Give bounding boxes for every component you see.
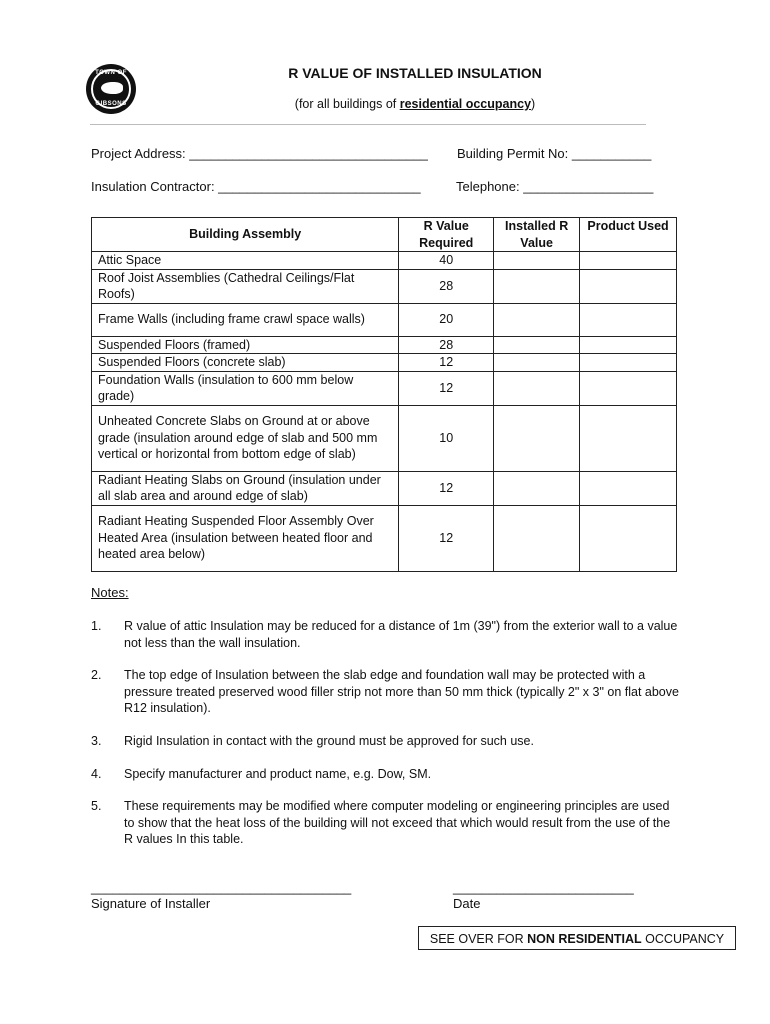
note-text: The top edge of Insulation between the slab edge and foundation wall may be protected with a pressure treated preserved wood filler strip not more than 50 mm thick (typically 2" x 3" on flat above R12 insulation). (124, 668, 679, 715)
permit-number-field[interactable]: Building Permit No: ___________ (457, 146, 652, 161)
note-item (91, 733, 681, 750)
subtitle-prefix: (for all buildings of (294, 97, 400, 111)
logo-bottom-text: GIBSONS (95, 101, 127, 107)
installed-r-input[interactable] (494, 252, 580, 270)
table-row (92, 303, 677, 336)
product-used-input[interactable] (580, 405, 677, 471)
installed-r-input[interactable] (494, 336, 580, 354)
product-used-input[interactable] (580, 269, 677, 303)
assembly-cell: Radiant Heating Slabs on Ground (insulation under all slab area and around edge of slab) (92, 471, 399, 505)
project-address-field[interactable]: Project Address: _________________________________ (91, 146, 428, 161)
product-used-input[interactable] (580, 505, 677, 571)
product-used-input[interactable] (580, 471, 677, 505)
table-row (92, 336, 677, 354)
see-over-notice (418, 926, 736, 950)
assembly-cell: Radiant Heating Suspended Floor Assembly Over Heated Area (insulation between heated floor and heated area below) (92, 505, 399, 571)
installer-signature-label: Signature of Installer (91, 896, 211, 911)
notes-heading: Notes: (91, 585, 129, 600)
assembly-cell: Suspended Floors (framed) (92, 336, 399, 354)
r-value-cell: 10 (399, 405, 494, 471)
note-number: 2. (91, 668, 102, 682)
assembly-cell: Foundation Walls (insulation to 600 mm below grade) (92, 371, 399, 405)
table-row (92, 371, 677, 405)
product-used-input[interactable] (580, 252, 677, 270)
table-row (92, 269, 677, 303)
installed-r-input[interactable] (494, 354, 580, 372)
r-value-cell: 12 (399, 471, 494, 505)
note-number: 3. (91, 734, 102, 748)
assembly-cell: Frame Walls (including frame crawl space walls) (92, 303, 399, 336)
note-item (91, 667, 681, 717)
subtitle-suffix: ) (531, 97, 536, 111)
note-number: 5. (91, 799, 102, 813)
note-text: Specify manufacturer and product name, e.g. Dow, SM. (124, 767, 432, 781)
note-text: Rigid Insulation in contact with the ground must be approved for such use. (124, 734, 534, 748)
r-value-cell: 12 (399, 505, 494, 571)
installer-signature-line[interactable]: ____________________________________ (91, 880, 352, 895)
telephone-field[interactable]: Telephone: __________________ (456, 179, 654, 194)
page-subtitle (0, 97, 770, 111)
installed-r-input[interactable] (494, 505, 580, 571)
assembly-cell: Attic Space (92, 252, 399, 270)
notice-suffix: OCCUPANCY (641, 932, 725, 946)
page-title: R VALUE OF INSTALLED INSULATION (288, 65, 542, 81)
product-used-input[interactable] (580, 371, 677, 405)
note-item (91, 766, 681, 783)
date-line[interactable]: _________________________ (453, 880, 634, 895)
notice-emphasis: NON RESIDENTIAL (527, 932, 642, 946)
note-text: These requirements may be modified where computer modeling or engineering principles are used to show that the heat loss of the building will not exceed that which would result from the use of the R values In this table. (124, 799, 671, 846)
installed-r-input[interactable] (494, 471, 580, 505)
note-text: R value of attic Insulation may be reduced for a distance of 1m (39") from the exterior wall to a value not less than the wall insulation. (124, 619, 678, 650)
col-header-product: Product Used (580, 218, 677, 252)
table-row (92, 505, 677, 571)
r-value-cell: 12 (399, 371, 494, 405)
note-number: 1. (91, 619, 102, 633)
installed-r-input[interactable] (494, 371, 580, 405)
note-number: 4. (91, 767, 102, 781)
product-used-input[interactable] (580, 303, 677, 336)
logo-top-text: TOWN OF (95, 70, 127, 76)
assembly-cell: Unheated Concrete Slabs on Ground at or above grade (insulation around edge of slab and 500 mm vertical or horizontal from bottom edge of slab) (92, 405, 399, 471)
assembly-cell: Suspended Floors (concrete slab) (92, 354, 399, 372)
subtitle-emphasis: residential occupancy (399, 97, 532, 111)
r-value-cell: 20 (399, 303, 494, 336)
table-row (92, 405, 677, 471)
product-used-input[interactable] (580, 336, 677, 354)
note-item (91, 618, 681, 651)
r-value-cell: 28 (399, 336, 494, 354)
notice-prefix: SEE OVER FOR (429, 932, 528, 946)
installed-r-input[interactable] (494, 405, 580, 471)
table-row (92, 252, 677, 270)
installed-r-input[interactable] (494, 269, 580, 303)
r-value-cell: 40 (399, 252, 494, 270)
table-header-row (92, 218, 677, 252)
date-label: Date (453, 896, 481, 911)
table-row (92, 471, 677, 505)
assembly-cell: Roof Joist Assemblies (Cathedral Ceilings/Flat Roofs) (92, 269, 399, 303)
col-header-installed: Installed R Value (494, 218, 580, 252)
header-divider (90, 124, 646, 125)
installed-r-input[interactable] (494, 303, 580, 336)
table-row (92, 354, 677, 372)
contractor-field[interactable]: Insulation Contractor: ____________________________ (91, 179, 421, 194)
r-value-cell: 28 (399, 269, 494, 303)
fish-icon (101, 82, 123, 94)
product-used-input[interactable] (580, 354, 677, 372)
r-value-cell: 12 (399, 354, 494, 372)
col-header-r-required: R Value Required (399, 218, 494, 252)
col-header-assembly: Building Assembly (92, 218, 399, 252)
insulation-table (91, 217, 677, 572)
note-item (91, 798, 681, 848)
